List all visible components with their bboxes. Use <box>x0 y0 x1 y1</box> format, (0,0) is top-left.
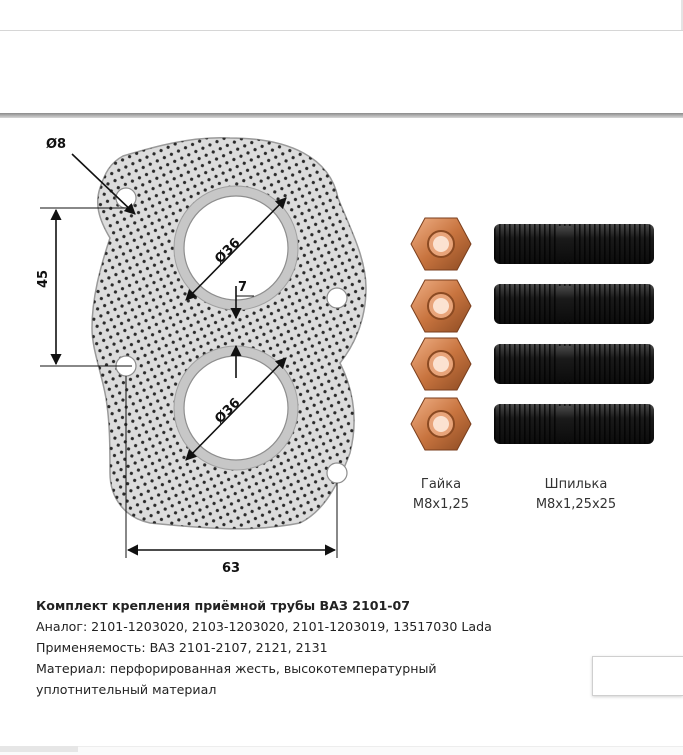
dim-hole-small: Ø8 <box>46 137 67 152</box>
side-panel[interactable] <box>592 656 683 696</box>
nut-3 <box>411 338 471 390</box>
nut-label: Гайка <box>420 477 462 492</box>
stud-1 <box>494 224 654 264</box>
copper-nuts <box>411 218 471 450</box>
dim-hole-big-top: Ø36 <box>212 235 244 267</box>
stud-size: M8x1,25x25 <box>535 497 617 512</box>
product-applicability: Применяемость: ВАЗ 2101-2107, 2121, 2131 <box>36 640 328 655</box>
product-description <box>36 595 596 700</box>
stud-2 <box>494 284 654 324</box>
stud-4 <box>494 404 654 444</box>
top-banner <box>0 0 683 118</box>
dim-gap: 7 <box>238 280 248 295</box>
product-drawing <box>0 118 683 588</box>
studs <box>494 224 654 444</box>
top-divider <box>0 30 683 31</box>
nut-size: M8x1,25 <box>412 497 470 512</box>
stud-3 <box>494 344 654 384</box>
stud-label: Шпилька <box>544 477 608 492</box>
dim-height: 45 <box>36 269 51 288</box>
bottom-strip <box>0 746 683 755</box>
nut-4 <box>411 398 471 450</box>
product-title: Комплект крепления приёмной трубы ВАЗ 2101-07 <box>36 598 411 613</box>
bottom-tab[interactable] <box>0 746 78 752</box>
product-material: Материал: перфорированная жесть, высокотемпературный <box>36 661 437 676</box>
product-material-cont: уплотнительный материал <box>36 682 217 697</box>
product-analog: Аналог: 2101-1203020, 2103-1203020, 2101-1203019, 13517030 Lada <box>36 619 492 634</box>
dim-hole-big-bottom: Ø36 <box>212 395 244 427</box>
nut-1 <box>411 218 471 270</box>
nut-2 <box>411 280 471 332</box>
dim-width: 63 <box>222 561 241 576</box>
gasket <box>92 138 366 529</box>
